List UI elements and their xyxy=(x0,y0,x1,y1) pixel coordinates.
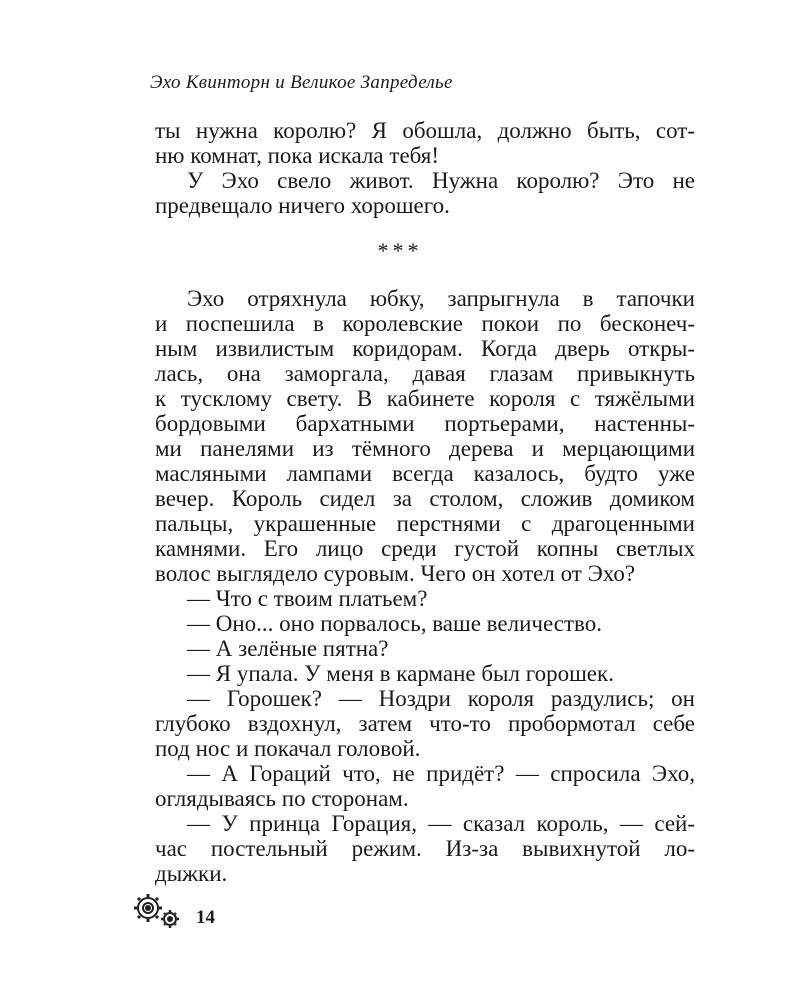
text-line: — Оно... оно порвалось, ваше величество. xyxy=(187,611,602,636)
text-line: камнями. Его лицо среди густой копны светлых xyxy=(155,536,695,561)
text-line: Эхо отряхнула юбку, запрыгнула в тапочки xyxy=(187,286,695,311)
text-line: масляными лампами всегда казалось, будто уже xyxy=(155,461,695,486)
text-line: к тусклому свету. В кабинете короля с тяжёлыми xyxy=(155,386,695,411)
page-number: 14 xyxy=(196,907,215,928)
text-line: волос выглядело суровым. Чего он хотел от Эхо? xyxy=(155,561,636,586)
text-line: — А Гораций что, не придёт? — спросила Эхо, xyxy=(187,761,695,786)
gear-icon xyxy=(130,890,190,932)
text-line: ми панелями из тёмного дерева и мерцающими xyxy=(155,436,695,461)
text-line: — Я упала. У меня в кармане был горошек. xyxy=(187,661,614,686)
text-line: под нос и покачал головой. xyxy=(155,736,421,761)
text-line: — Горошек? — Ноздри короля раздулись; он xyxy=(187,686,695,711)
text-line: дыжки. xyxy=(155,861,228,886)
text-line: бордовыми бархатными портьерами, настенны- xyxy=(155,411,695,436)
running-header: Эхо Квинторн и Великое Запределье xyxy=(150,72,453,93)
text-line: У Эхо свело живот. Нужна королю? Это не xyxy=(187,168,695,193)
text-line: глубоко вздохнул, затем что-то пробормотал себе xyxy=(155,711,695,736)
section-separator: *** xyxy=(377,238,423,263)
text-line: лась, она заморгала, давая глазам привыкнуть xyxy=(155,361,695,386)
text-line: и поспешила в королевские покои по бесконеч- xyxy=(155,311,695,336)
text-line: пальцы, украшенные перстнями с драгоценными xyxy=(155,511,695,536)
text-line: — Что с твоим платьем? xyxy=(187,586,428,611)
page-footer xyxy=(130,890,215,932)
text-line: — У принца Горация, — сказал король, — сей- xyxy=(187,811,695,836)
text-line: ным извилистым коридорам. Когда дверь откры- xyxy=(155,336,695,361)
text-block-body xyxy=(155,286,695,886)
text-block-top xyxy=(155,118,695,218)
text-line: вечер. Король сидел за столом, сложив домиком xyxy=(155,486,695,511)
text-line: оглядываясь по сторонам. xyxy=(155,786,409,811)
text-line: час постельный режим. Из-за вывихнутой ло- xyxy=(155,836,695,861)
text-line: — А зелёные пятна? xyxy=(187,636,389,661)
text-line: ты нужна королю? Я обошла, должно быть, сот- xyxy=(155,118,695,143)
text-line: предвещало ничего хорошего. xyxy=(155,193,450,218)
text-line: ню комнат, пока искала тебя! xyxy=(155,143,440,168)
